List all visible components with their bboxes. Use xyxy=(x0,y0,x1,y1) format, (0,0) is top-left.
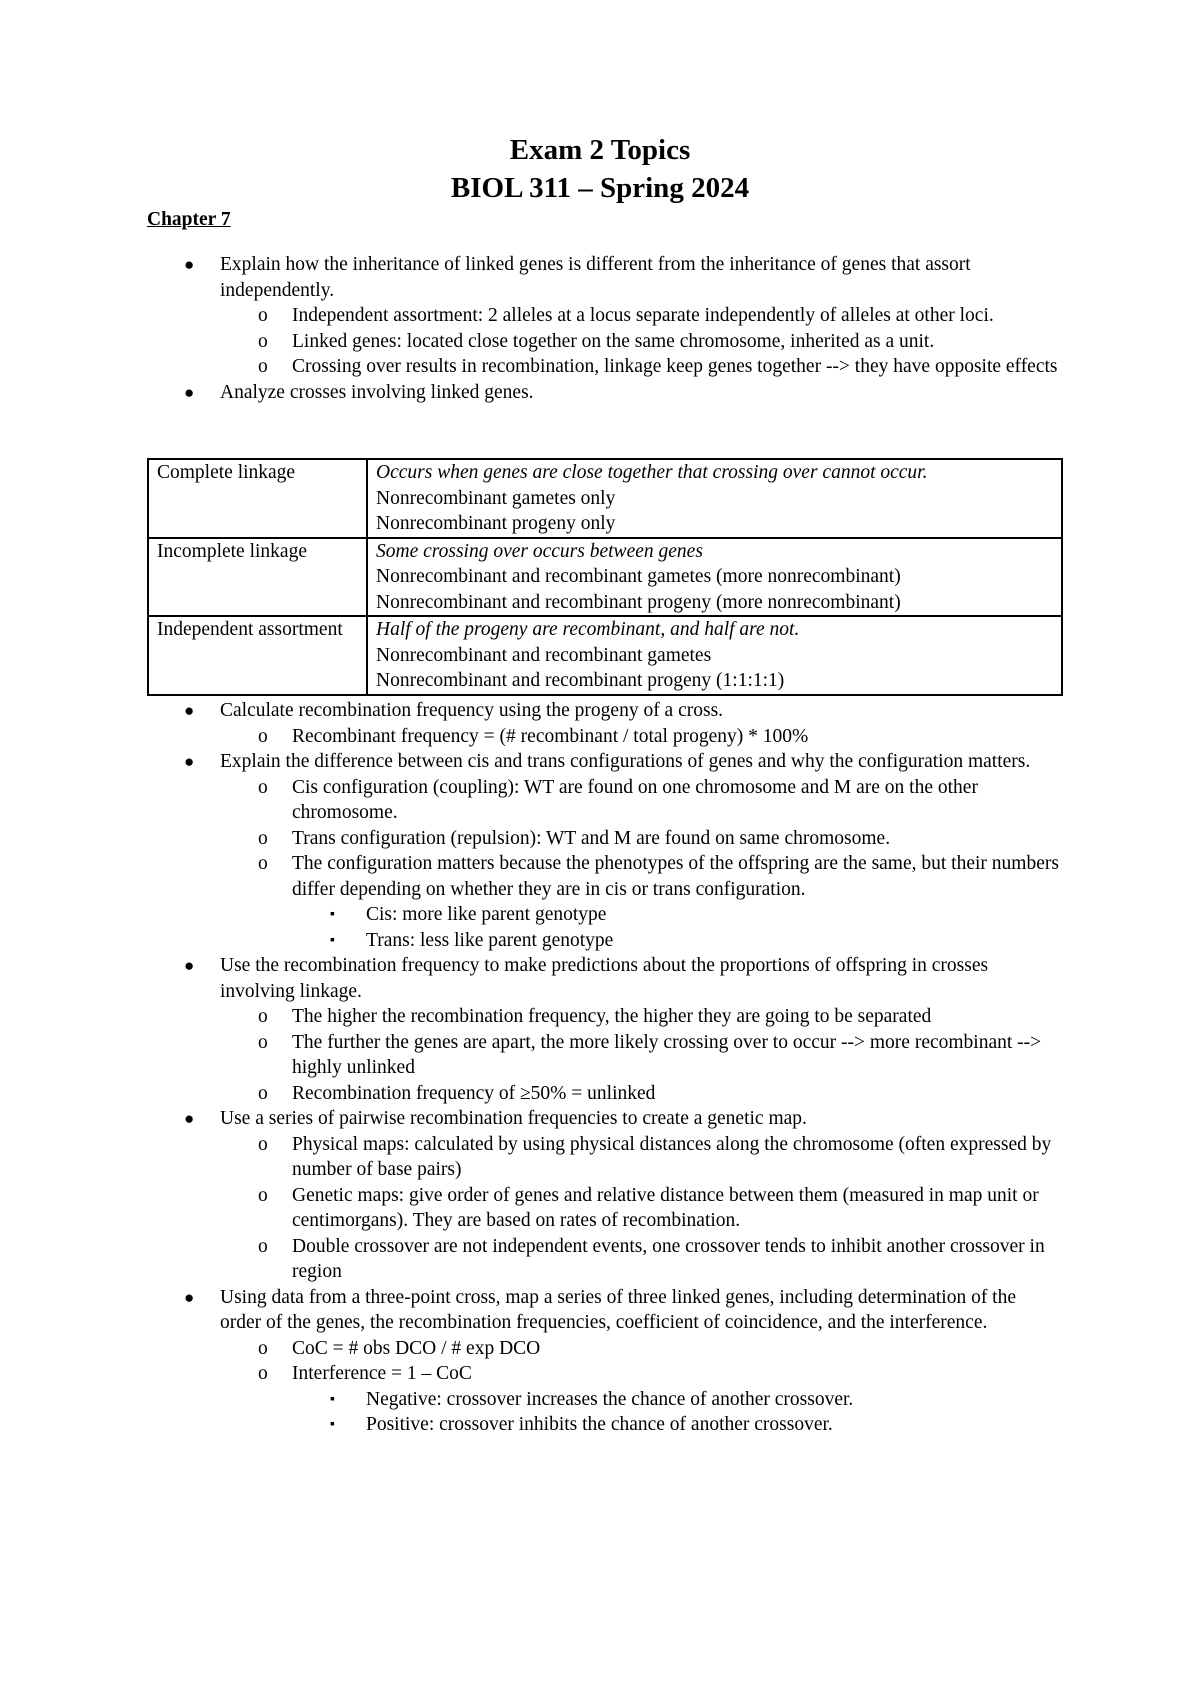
page-title: Exam 2 Topics xyxy=(509,134,691,166)
list-item-text: Cis: more like parent genotype xyxy=(366,904,607,925)
list-item-text: Negative: crossover increases the chance of another crossover. xyxy=(366,1388,854,1410)
list-item-text: Trans configuration (repulsion): WT and M are found on same chromosome. xyxy=(292,827,891,849)
list-item-text: Use the recombination frequency to make predictions about the proportions of offspring in crosses involving linkage. xyxy=(220,955,989,1002)
list-item xyxy=(0,826,1200,852)
square-bullet-icon: ▪ xyxy=(330,932,335,948)
list-item-text: Trans: less like parent genotype xyxy=(366,929,614,951)
linkage-progeny: Nonrecombinant progeny only xyxy=(376,513,616,534)
square-bullet-icon: ▪ xyxy=(330,907,335,922)
list-item xyxy=(0,724,1200,750)
chapter-heading: Chapter 7 xyxy=(147,209,231,230)
list-item-text: Recombination frequency of ≥50% = unlinked xyxy=(292,1082,656,1104)
list-item xyxy=(0,749,1200,775)
list-item xyxy=(0,953,1200,1004)
list-item xyxy=(0,698,1200,724)
sub-bullet-icon: o xyxy=(258,776,268,798)
course-title: BIOL 311 – Spring 2024 xyxy=(450,172,750,204)
list-item xyxy=(0,851,1200,902)
square-bullet-icon: ▪ xyxy=(330,1417,335,1432)
topic-list-part-2 xyxy=(0,698,1200,1438)
table-row xyxy=(148,538,1062,617)
list-item xyxy=(0,1132,1200,1183)
bullet-icon: ● xyxy=(184,1287,195,1307)
list-item-text: Use a series of pairwise recombination frequencies to create a genetic map. xyxy=(220,1108,807,1129)
list-item-text: Calculate recombination frequency using the progeny of a cross. xyxy=(220,700,724,721)
sub-bullet-icon: o xyxy=(258,1082,268,1104)
sub-bullet-icon: o xyxy=(258,1133,268,1155)
linkage-type-cell: Incomplete linkage xyxy=(148,538,367,617)
list-item-text: The configuration matters because the phenotypes of the offspring are the same, but their numbers differ depending on whether they are in cis or trans configuration. xyxy=(292,853,1059,900)
square-bullet-icon: ▪ xyxy=(330,1391,335,1407)
linkage-gametes: Nonrecombinant gametes only xyxy=(376,487,616,509)
list-item-text: Independent assortment: 2 alleles at a locus separate independently of alleles at other loci. xyxy=(292,305,994,326)
list-item-text: Crossing over results in recombination, linkage keep genes together --> they have opposite effects xyxy=(292,356,1058,377)
list-item xyxy=(0,1412,1200,1438)
list-item xyxy=(0,1081,1200,1107)
list-item xyxy=(0,303,1200,329)
list-item xyxy=(0,1004,1200,1030)
list-item-text: The further the genes are apart, the more likely crossing over to occur --> more recombinant --> highly unlinked xyxy=(292,1031,1042,1078)
sub-bullet-icon: o xyxy=(258,853,268,874)
list-item xyxy=(0,1285,1200,1336)
list-item-text: Recombinant frequency = (# recombinant / total progeny) * 100% xyxy=(292,725,809,747)
linkage-desc-cell xyxy=(367,538,1062,617)
list-item-text: Analyze crosses involving linked genes. xyxy=(220,381,534,403)
sub-bullet-icon: o xyxy=(258,725,268,747)
list-item xyxy=(0,1030,1200,1081)
list-item xyxy=(0,775,1200,826)
list-item-text: Using data from a three-point cross, map a series of three linked genes, including determination of the order of the genes, the recombination frequencies, coefficient of coincidence, and the interference. xyxy=(220,1286,1017,1333)
bullet-icon: ● xyxy=(184,1109,195,1128)
list-item xyxy=(0,1183,1200,1234)
list-item xyxy=(0,252,1200,303)
linkage-gametes: Nonrecombinant and recombinant gametes xyxy=(376,644,712,666)
sub-bullet-icon: o xyxy=(258,1337,268,1359)
list-item-text: Interference = 1 – CoC xyxy=(292,1363,472,1384)
sub-bullet-icon: o xyxy=(258,827,268,849)
list-item-text: Genetic maps: give order of genes and relative distance between them (measured in map unit or centimorgans). They are based on rates of recombination. xyxy=(292,1184,1039,1231)
list-item xyxy=(0,928,1200,954)
list-item xyxy=(0,380,1200,406)
sub-bullet-icon: o xyxy=(258,1235,268,1257)
list-item xyxy=(0,1234,1200,1285)
linkage-desc-cell xyxy=(367,459,1062,538)
list-item xyxy=(0,354,1200,380)
list-item xyxy=(0,1387,1200,1413)
bullet-icon: ● xyxy=(184,956,195,975)
bullet-icon: ● xyxy=(184,752,195,771)
list-item-text: Double crossover are not independent events, one crossover tends to inhibit another crossover in region xyxy=(292,1235,1045,1282)
list-item-text: Explain the difference between cis and trans configurations of genes and why the configuration matters. xyxy=(220,751,1031,772)
list-item-text: Positive: crossover inhibits the chance of another crossover. xyxy=(366,1414,833,1435)
topic-list-part-1 xyxy=(0,252,1200,405)
linkage-gametes: Nonrecombinant and recombinant gametes (more nonrecombinant) xyxy=(376,566,901,587)
table-row xyxy=(148,616,1062,695)
linkage-description: Some crossing over occurs between genes xyxy=(376,540,703,562)
sub-bullet-icon: o xyxy=(258,330,268,352)
list-item-text: Explain how the inheritance of linked genes is different from the inheritance of genes that assort independently. xyxy=(220,254,971,301)
table-row xyxy=(148,459,1062,538)
linkage-type-cell: Independent assortment xyxy=(148,616,367,695)
bullet-icon: ● xyxy=(184,701,195,720)
list-item-text: CoC = # obs DCO / # exp DCO xyxy=(292,1337,541,1359)
list-item xyxy=(0,1336,1200,1362)
sub-bullet-icon: o xyxy=(258,356,268,377)
list-item-text: Cis configuration (coupling): WT are found on one chromosome and M are on the other chromosome. xyxy=(292,776,978,823)
sub-bullet-icon: o xyxy=(258,305,268,326)
list-item xyxy=(0,902,1200,928)
sub-bullet-icon: o xyxy=(258,1031,268,1053)
list-item-text: The higher the recombination frequency, the higher they are going to be separated xyxy=(292,1006,932,1027)
list-item xyxy=(0,1361,1200,1387)
list-item xyxy=(0,1106,1200,1132)
list-item-text: Physical maps: calculated by using physical distances along the chromosome (often expressed by number of base pairs) xyxy=(292,1133,1052,1180)
linkage-description: Occurs when genes are close together that crossing over cannot occur. xyxy=(376,462,928,483)
linkage-desc-cell xyxy=(367,616,1062,695)
sub-bullet-icon: o xyxy=(258,1006,268,1027)
list-item-text: Linked genes: located close together on the same chromosome, inherited as a unit. xyxy=(292,330,935,352)
linkage-progeny: Nonrecombinant and recombinant progeny (more nonrecombinant) xyxy=(376,591,901,613)
linkage-table xyxy=(147,458,1063,696)
linkage-description: Half of the progeny are recombinant, and half are not. xyxy=(376,619,800,640)
bullet-icon: ● xyxy=(184,382,195,402)
sub-bullet-icon: o xyxy=(258,1363,268,1384)
linkage-progeny: Nonrecombinant and recombinant progeny (1:1:1:1) xyxy=(376,670,785,691)
linkage-type-cell: Complete linkage xyxy=(148,459,367,538)
sub-bullet-icon: o xyxy=(258,1184,268,1206)
bullet-icon: ● xyxy=(184,255,195,274)
list-item xyxy=(0,329,1200,355)
